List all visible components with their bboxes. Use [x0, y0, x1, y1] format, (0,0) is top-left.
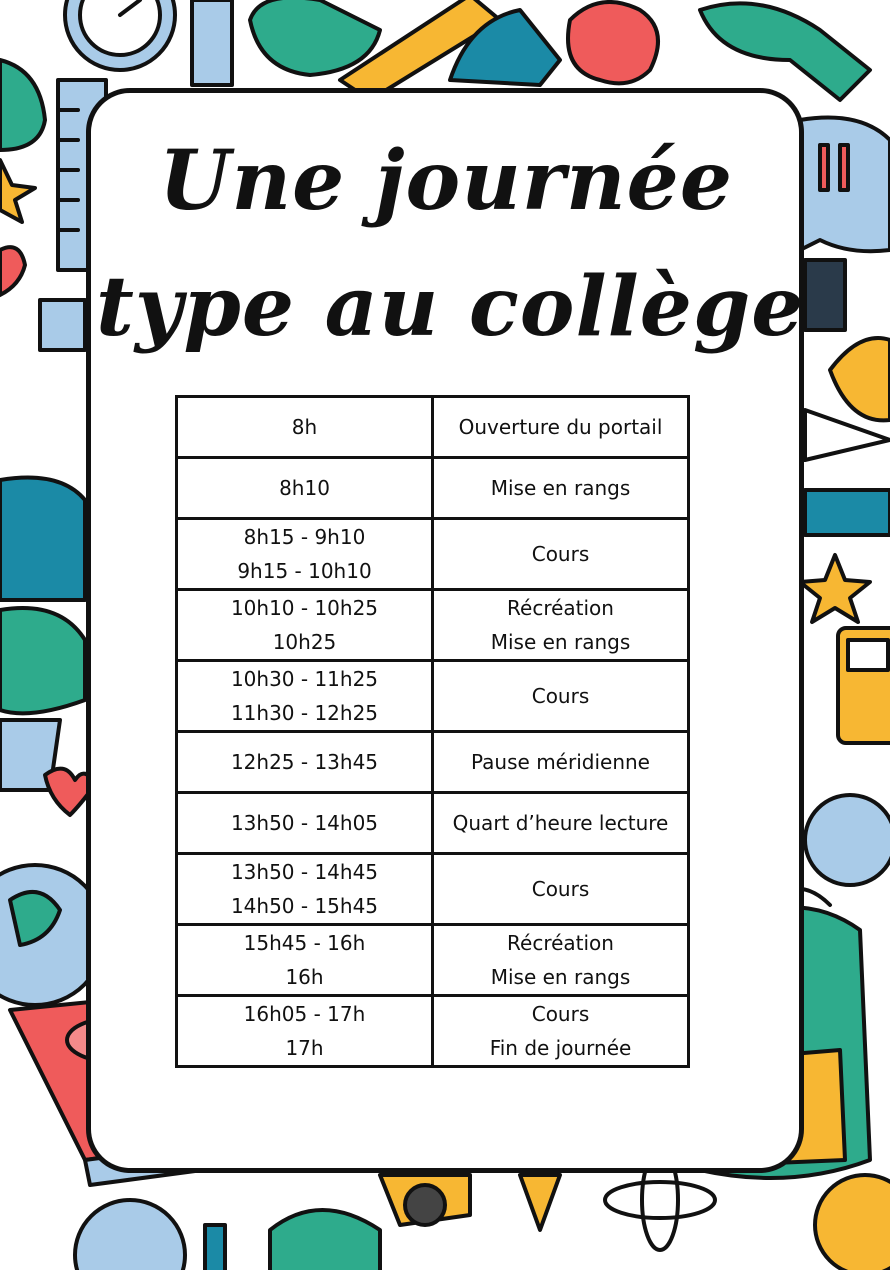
pencil-icon: [805, 490, 890, 535]
title-line-1: Une journée: [159, 133, 733, 229]
activity-cell: [433, 661, 689, 732]
page-title: [96, 118, 805, 370]
activity-text: Cours: [531, 684, 590, 708]
basketball-icon: [815, 1175, 890, 1270]
time-text: 16h: [285, 965, 324, 989]
time-cell: [177, 661, 433, 732]
time-text: 10h30 - 11h25: [230, 667, 379, 691]
star-icon: [0, 160, 35, 222]
time-text: 8h10: [279, 476, 330, 500]
time-text: 8h15 - 9h10: [243, 525, 366, 549]
table-row: [177, 925, 689, 996]
schedule-table: [175, 395, 690, 1068]
activity-text: Cours: [531, 542, 590, 566]
activity-text: Mise en rangs: [490, 965, 631, 989]
activity-text: Récréation: [507, 596, 614, 620]
time-text: 13h50 - 14h45: [230, 860, 379, 884]
activity-cell: [433, 397, 689, 458]
time-text: 12h25 - 13h45: [230, 750, 379, 774]
time-text: 11h30 - 12h25: [230, 701, 379, 725]
pencil-icon: [205, 1225, 225, 1270]
activity-text: Récréation: [507, 931, 614, 955]
table-row: [177, 732, 689, 793]
activity-cell: [433, 793, 689, 854]
activity-text: Ouverture du portail: [458, 415, 663, 439]
activity-cell: [433, 519, 689, 590]
calculator-icon: [838, 628, 890, 743]
activity-text: Fin de journée: [489, 1036, 632, 1060]
table-row: [177, 519, 689, 590]
time-cell: [177, 458, 433, 519]
activity-text: Pause méridienne: [471, 750, 650, 774]
title-line-2: type au collège: [96, 259, 805, 355]
activity-text: Cours: [531, 1002, 590, 1026]
time-text: 16h05 - 17h: [243, 1002, 366, 1026]
time-cell: [177, 854, 433, 925]
microscope-icon: [40, 300, 85, 350]
table-row: [177, 996, 689, 1067]
alarm-clock-icon: [75, 1200, 185, 1270]
protractor-icon: [0, 478, 85, 601]
table-row: [177, 661, 689, 732]
time-cell: [177, 996, 433, 1067]
time-cell: [177, 397, 433, 458]
time-text: 13h50 - 14h05: [230, 811, 379, 835]
time-text: 14h50 - 15h45: [230, 894, 379, 918]
flask-icon: [0, 608, 85, 790]
binder-clip-icon: [805, 260, 845, 330]
table-row: [177, 458, 689, 519]
time-text: 10h25: [272, 630, 337, 654]
time-cell: [177, 590, 433, 661]
calculator-icon: [270, 1210, 380, 1270]
time-text: 17h: [285, 1036, 324, 1060]
activity-text: Mise en rangs: [490, 476, 631, 500]
time-cell: [177, 732, 433, 793]
flask-icon: [700, 3, 870, 100]
time-cell: [177, 793, 433, 854]
activity-cell: [433, 458, 689, 519]
basketball-icon: [830, 338, 890, 420]
activity-cell: [433, 590, 689, 661]
time-text: 8h: [291, 415, 318, 439]
time-cell: [177, 925, 433, 996]
table-row: [177, 854, 689, 925]
flask-icon: [0, 60, 45, 150]
table-row: [177, 397, 689, 458]
activity-text: Cours: [531, 877, 590, 901]
time-text: 10h10 - 10h25: [230, 596, 379, 620]
activity-cell: [433, 996, 689, 1067]
activity-text: Quart d’heure lecture: [452, 811, 669, 835]
time-cell: [177, 519, 433, 590]
star-icon: [800, 555, 870, 622]
table-row: [177, 590, 689, 661]
activity-cell: [433, 732, 689, 793]
time-text: 15h45 - 16h: [243, 931, 366, 955]
table-row: [177, 793, 689, 854]
pencil-icon: [380, 1175, 560, 1230]
alarm-clock-icon: [805, 795, 890, 885]
activity-cell: [433, 925, 689, 996]
alarm-clock-icon: [65, 0, 175, 70]
activity-cell: [433, 854, 689, 925]
calculator-icon: [250, 0, 380, 75]
speech-bubble-icon: [800, 118, 890, 252]
time-text: 9h15 - 10h10: [237, 559, 372, 583]
pencil-icon: [192, 0, 232, 85]
apple-icon: [568, 2, 658, 83]
activity-text: Mise en rangs: [490, 630, 631, 654]
heart-icon: [0, 247, 25, 295]
